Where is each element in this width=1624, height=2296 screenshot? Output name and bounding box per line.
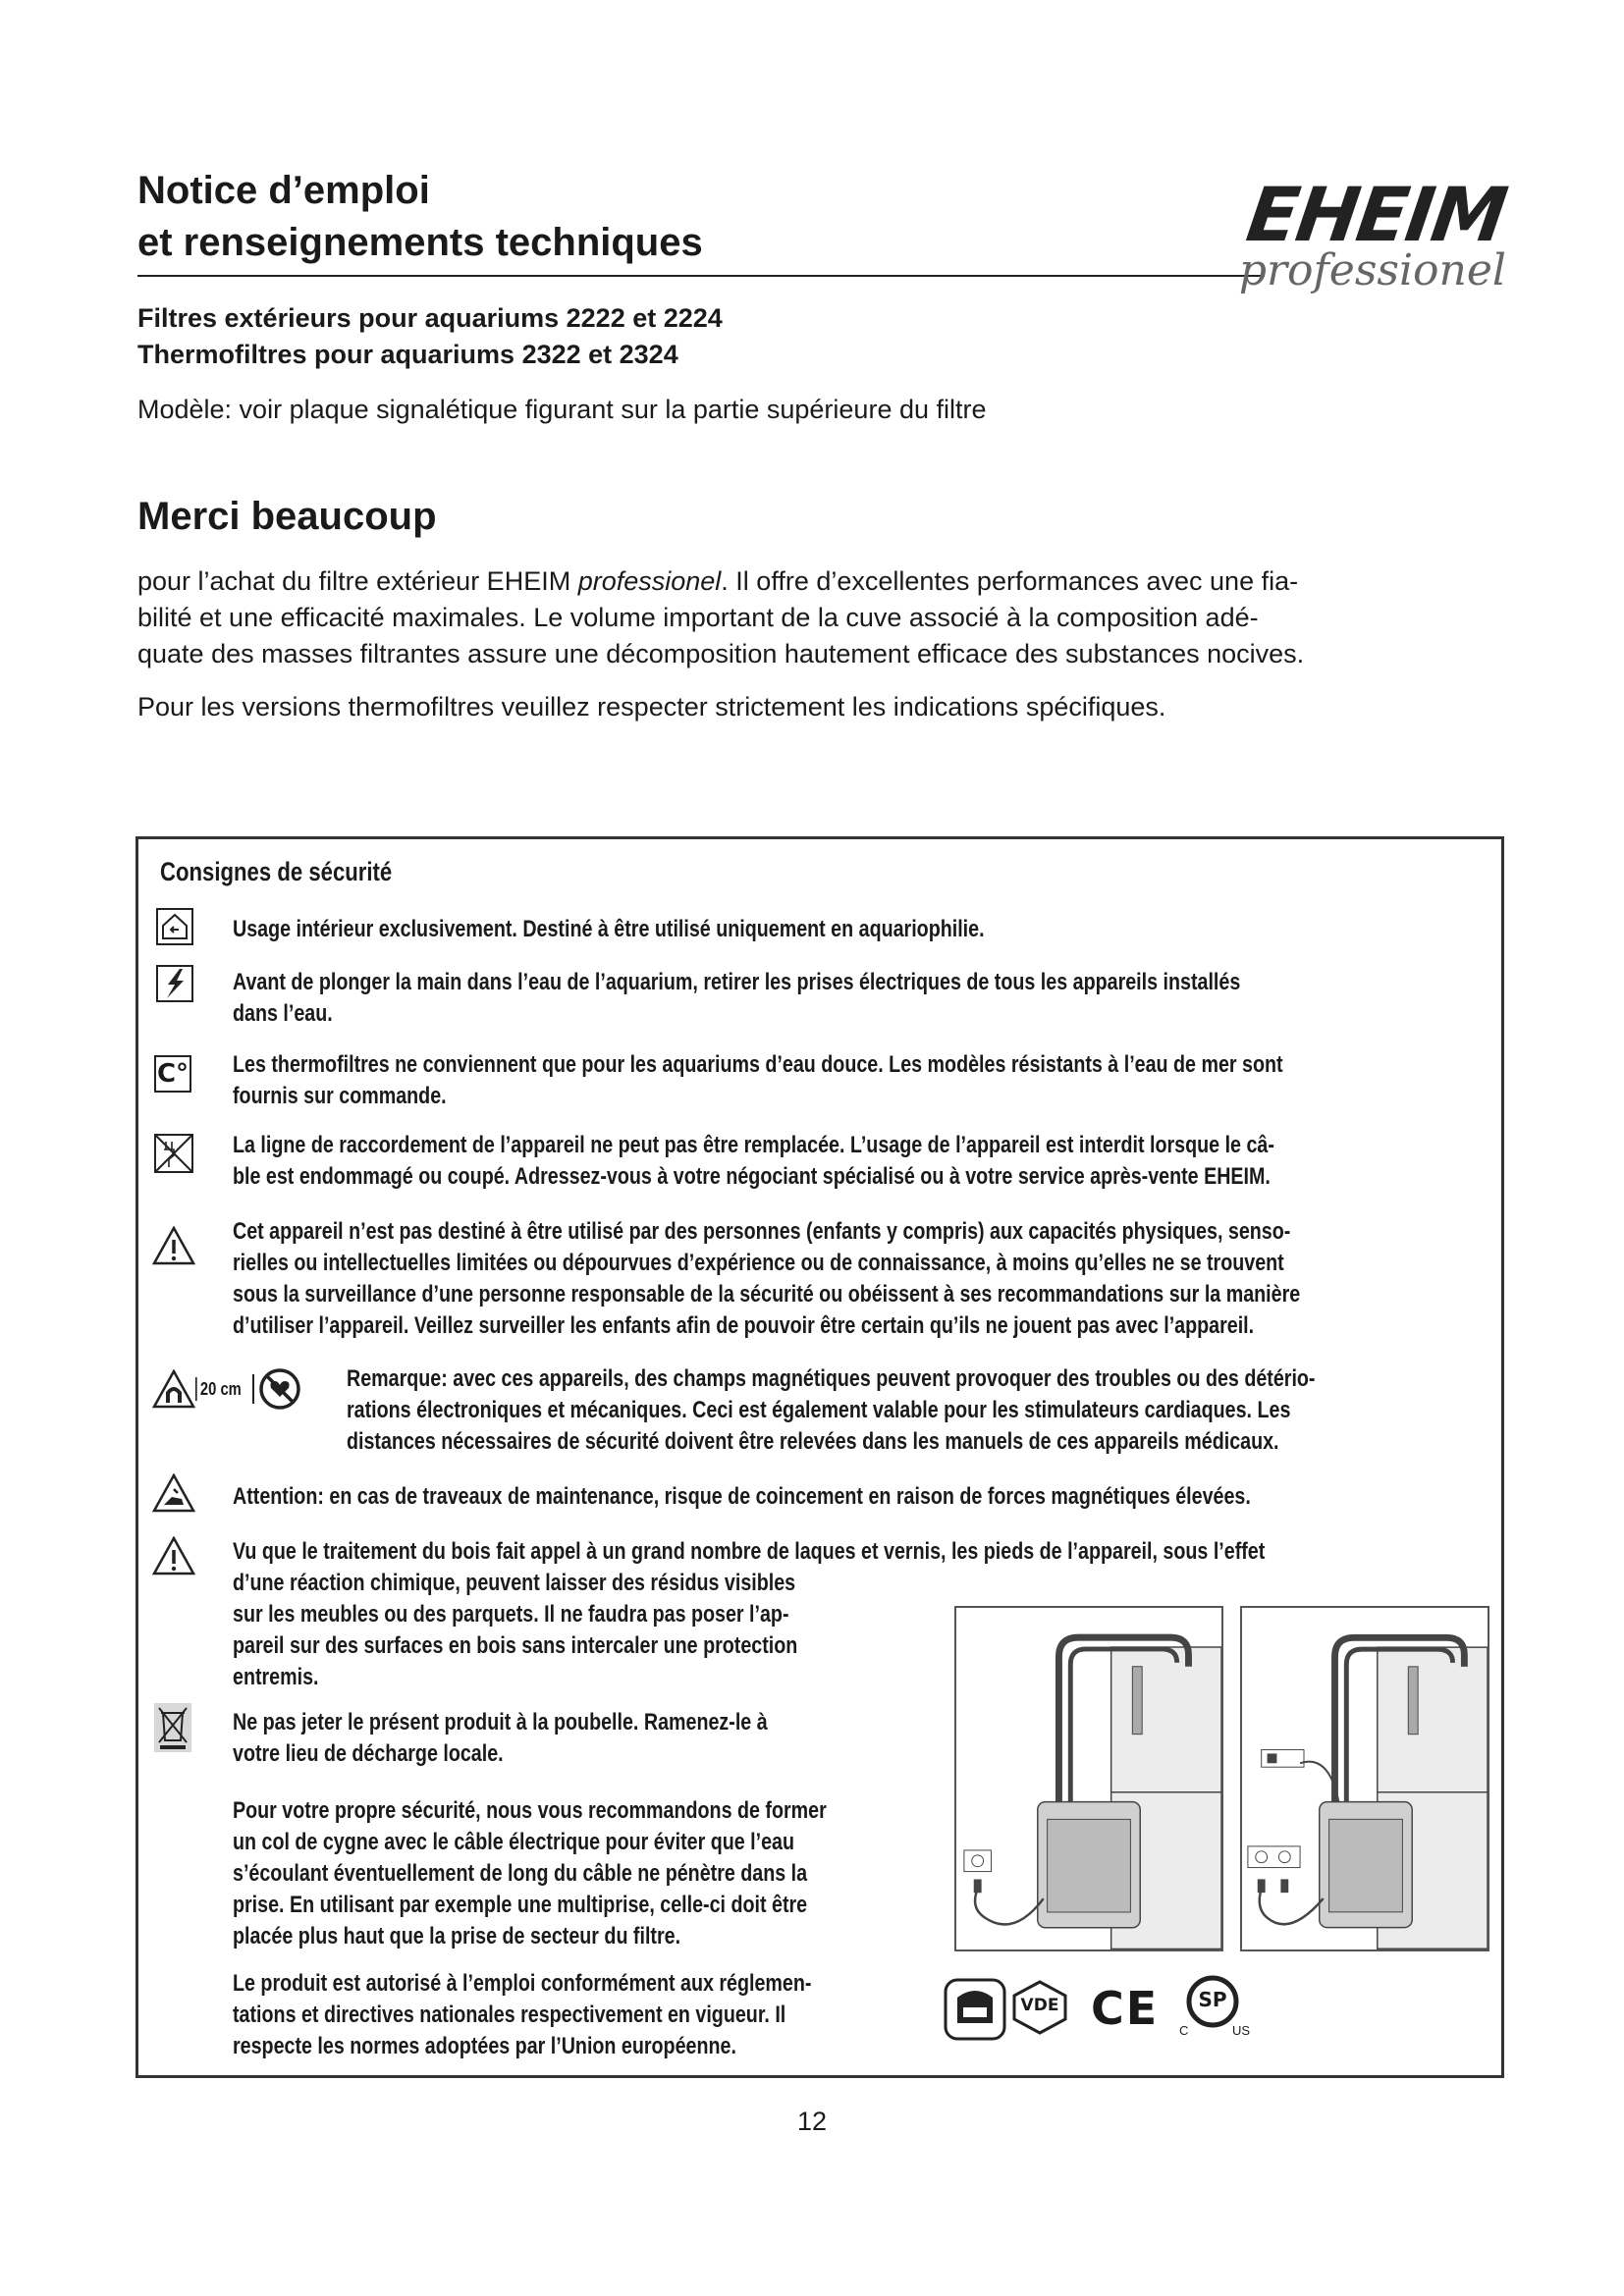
product-list (137, 300, 723, 373)
electric-shock-icon (156, 965, 193, 1002)
safety-line: rielles ou intellectuelles limitées ou dépourvues d’expérience ou de connaissance, à moins qu’elles ne se trouvent (233, 1250, 1284, 1276)
intro-line: quate des masses filtrantes assure une décomposition hautement efficace des substances nocives. (137, 639, 1305, 668)
gs-mark-icon (944, 1978, 1006, 2041)
logo-tagline: professionel (1238, 245, 1506, 295)
safety-line: fournis sur commande. (233, 1083, 447, 1109)
no-damaged-cable-icon (154, 1134, 193, 1173)
safety-item-text (233, 914, 985, 945)
warning-icon (152, 1536, 195, 1575)
safety-line: Ne pas jeter le présent produit à la poubelle. Ramenez-le à (233, 1709, 768, 1735)
safety-line: pareil sur des surfaces en bois sans intercaler une protection (233, 1632, 798, 1659)
safety-line: sous la surveillance d’une personne responsable de la sécurité ou obéissent à ses recommandations sur la manière (233, 1281, 1301, 1308)
magnet-warning-icon (152, 1369, 195, 1409)
intro-line: bilité et une efficacité maximales. Le volume important de la cuve associé à la composition adé- (137, 603, 1259, 632)
safety-item-text (233, 967, 1240, 1030)
distance-label: 20 cm (195, 1377, 242, 1401)
document-title (137, 165, 703, 269)
safety-line: dans l’eau. (233, 1000, 333, 1027)
safety-box (135, 836, 1504, 2078)
safety-line: Les thermofiltres ne conviennent que pour les aquariums d’eau douce. Les modèles résistants à l’eau de mer sont (233, 1051, 1283, 1078)
csa-us-label: US (1232, 2023, 1251, 2038)
safety-line: Cet appareil n’est pas destiné à être utilisé par des personnes (enfants y compris) aux capacités physiques, senso- (233, 1218, 1291, 1245)
ce-mark-icon: CE (1091, 1982, 1160, 2035)
pinch-warning-icon (152, 1473, 195, 1513)
safety-line: un col de cygne avec le câble électrique pour éviter que l’eau (233, 1829, 795, 1855)
safety-line: votre lieu de décharge locale. (233, 1740, 504, 1767)
page-number: 12 (796, 2107, 828, 2136)
weee-bin-icon (154, 1703, 191, 1752)
safety-line: Remarque: avec ces appareils, des champs magnétiques peuvent provoquer des troubles ou des détério- (347, 1365, 1316, 1392)
safety-line: prise. En utilisant par exemple une multiprise, celle-ci doit être (233, 1892, 808, 1918)
safety-line: rations électroniques et mécaniques. Ceci est également valable pour les stimulateurs cardiaques. Les (347, 1397, 1291, 1423)
distance-marker (252, 1374, 254, 1404)
csa-c-label: C (1179, 2023, 1189, 2038)
safety-item-text (233, 1049, 1283, 1112)
safety-line: Attention: en cas de traveaux de maintenance, risque de coincement en raison de forces magnétiques élevées. (233, 1483, 1251, 1510)
intro-text: pour l’achat du filtre extérieur EHEIM (137, 566, 578, 596)
thanks-heading: Merci beaucoup (137, 495, 437, 538)
illustration-multi-socket (1240, 1606, 1489, 1951)
safety-line: respecte les normes adoptées par l’Union européenne. (233, 2033, 736, 2059)
no-pacemaker-icon (258, 1367, 301, 1411)
csa-label: SP (1198, 1988, 1227, 2011)
safety-item-text (233, 1216, 1300, 1342)
indoor-use-icon (156, 908, 193, 945)
logo-brand: EHEIM (1241, 171, 1511, 258)
safety-line: La ligne de raccordement de l’appareil ne peut pas être remplacée. L’usage de l’appareil est interdit lorsque le câ- (233, 1132, 1274, 1158)
csa-mark-icon (1179, 1974, 1251, 2043)
safety-item-text (233, 1707, 768, 1770)
safety-line: d’utiliser l’appareil. Veillez surveiller les enfants afin de pouvoir être certain qu’ils ne jouent pas avec l’appareil. (233, 1312, 1255, 1339)
safety-line: d’une réaction chimique, peuvent laisser des résidus visibles (233, 1570, 796, 1596)
intro-text: . Il offre d’excellentes performances avec une fia- (721, 566, 1299, 596)
safety-line: Usage intérieur exclusivement. Destiné à être utilisé uniquement en aquariophilie. (233, 916, 985, 942)
safety-line: sur les meubles ou des parquets. Il ne faudra pas poser l’ap- (233, 1601, 789, 1628)
safety-item-text (347, 1363, 1315, 1458)
approval-paragraph (233, 1968, 811, 2062)
safety-item-text (233, 1481, 1251, 1513)
safety-line: distances nécessaires de sécurité doivent être relevées dans les manuels de ces appareils médicaux. (347, 1428, 1279, 1455)
intro-italic: professionel (577, 566, 722, 596)
safety-line: entremis. (233, 1664, 319, 1690)
certification-marks (944, 1972, 1435, 2060)
drip-loop-paragraph (233, 1795, 827, 1952)
thermo-note: Pour les versions thermofiltres veuillez respecter strictement les indications spécifiques. (137, 692, 1166, 721)
model-note: Modèle: voir plaque signalétique figurant sur la partie supérieure du filtre (137, 395, 987, 424)
safety-item-text (233, 1130, 1274, 1193)
vde-label: VDE (1020, 1996, 1059, 2015)
safety-line: Avant de plonger la main dans l’eau de l’aquarium, retirer les prises électriques de tous les appareils installés (233, 969, 1241, 995)
vde-mark-icon (1012, 1980, 1067, 2035)
safety-line: Pour votre propre sécurité, nous vous recommandons de former (233, 1797, 827, 1824)
product-line: Filtres extérieurs pour aquariums 2222 et 2224 (137, 303, 723, 333)
title-line: et renseignements techniques (137, 221, 703, 264)
intro-line (137, 566, 1298, 596)
title-line: Notice d’emploi (137, 169, 430, 212)
safety-line: Le produit est autorisé à l’emploi conformément aux réglemen- (233, 1970, 812, 1997)
intro-paragraph (137, 563, 1532, 672)
title-divider (137, 275, 1265, 277)
safety-line: ble est endommagé ou coupé. Adressez-vous à votre négociant spécialisé ou à votre service après-vente EHEIM. (233, 1163, 1271, 1190)
safety-line: Vu que le traitement du bois fait appel à un grand nombre de laques et vernis, les pieds de l’appareil, sous l’effet (233, 1538, 1266, 1565)
warning-icon (152, 1226, 195, 1265)
safety-line: tations et directives nationales respectivement en vigueur. Il (233, 2002, 786, 2028)
celsius-icon: C° (154, 1055, 191, 1093)
product-line: Thermofiltres pour aquariums 2322 et 2324 (137, 340, 678, 369)
eheim-logo (1178, 167, 1512, 304)
illustration-single-socket (954, 1606, 1223, 1951)
safety-line: s’écoulant éventuellement de long du câble ne pénètre dans la (233, 1860, 808, 1887)
safety-line: placée plus haut que la prise de secteur du filtre. (233, 1923, 681, 1949)
safety-title: Consignes de sécurité (160, 857, 393, 886)
